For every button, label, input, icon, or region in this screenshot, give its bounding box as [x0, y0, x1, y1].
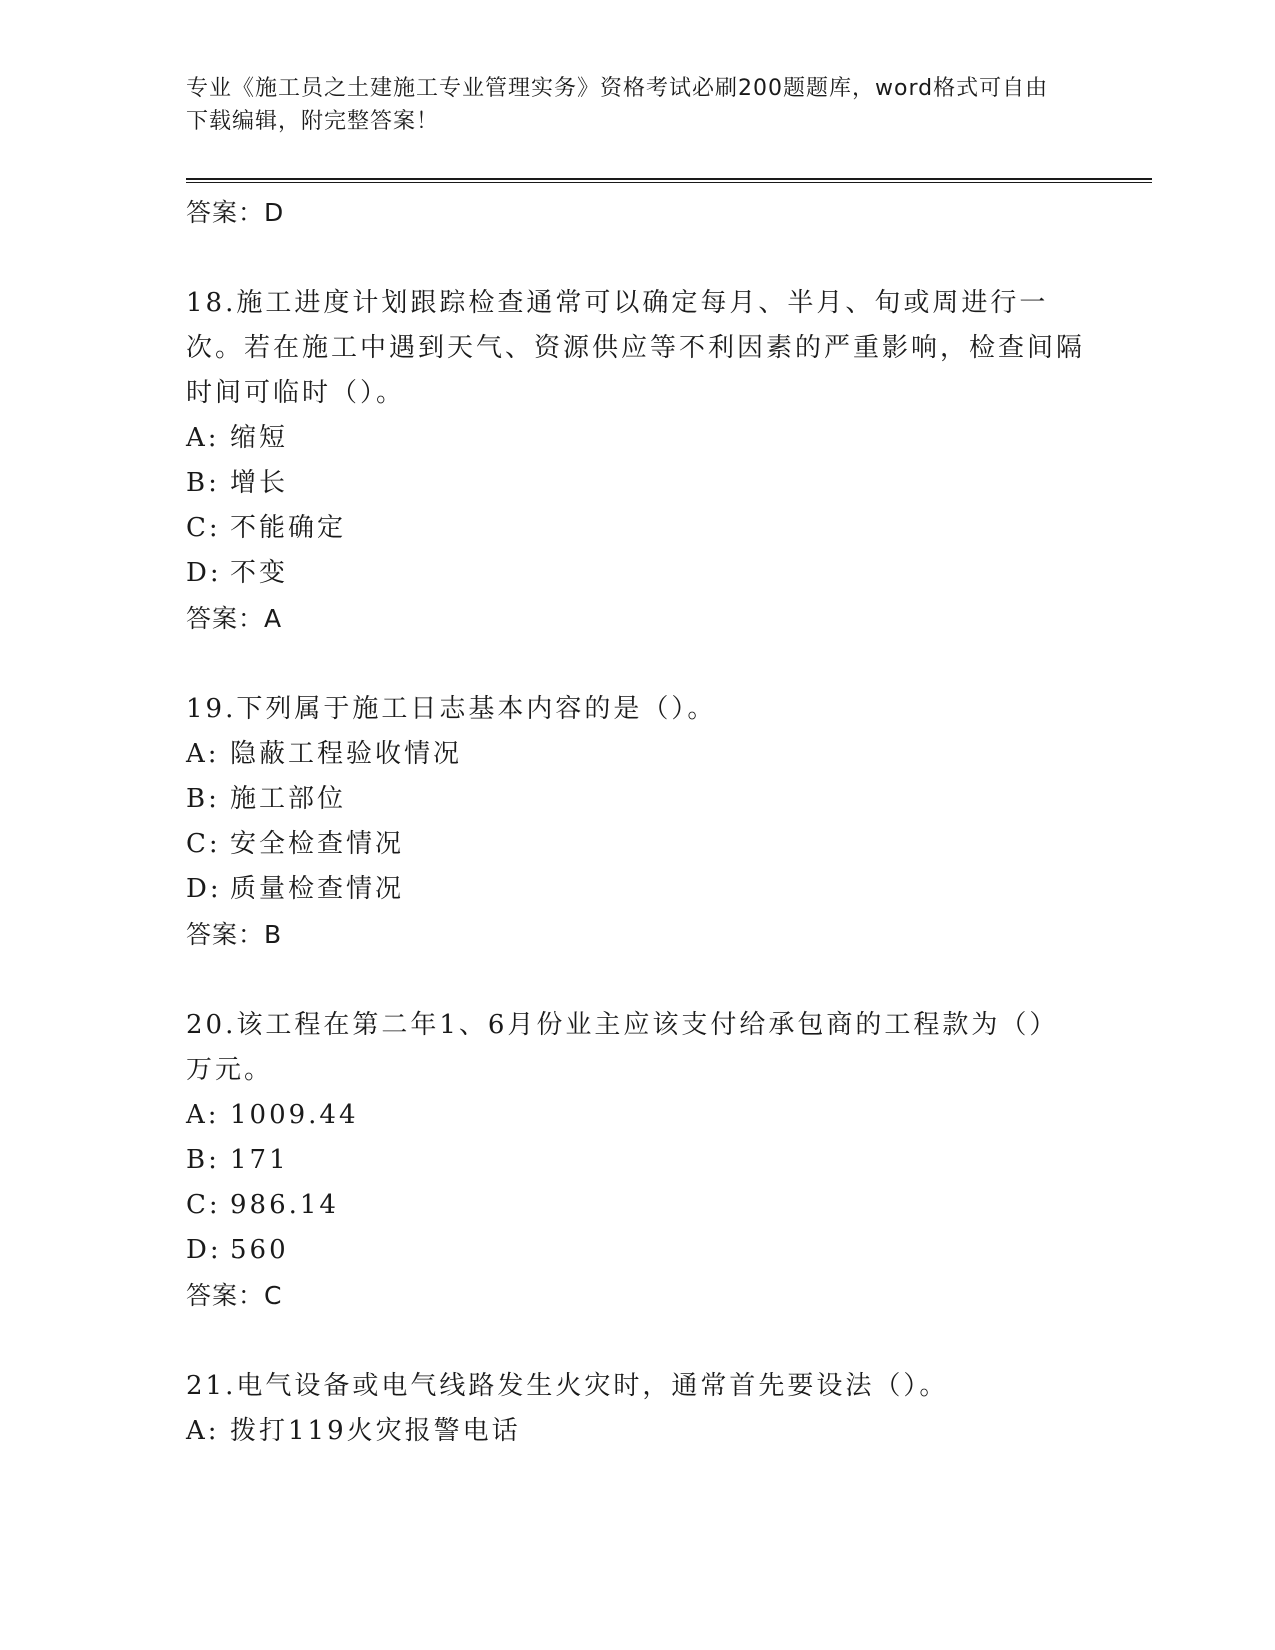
answer-line: 答案：D	[186, 198, 285, 227]
option-text: 增长	[230, 468, 289, 498]
option-letter: D:	[186, 1235, 222, 1265]
option-letter: C:	[186, 513, 221, 543]
option-text: 1009.44	[230, 1100, 359, 1130]
option-letter: A:	[186, 1100, 220, 1130]
option-text: 171	[230, 1145, 289, 1175]
question-text: 20.该工程在第二年1、6月份业主应该支付给承包商的工程款为（）万元。	[186, 1010, 1059, 1085]
option-text: 质量检查情况	[230, 874, 405, 904]
option-d	[186, 1228, 1086, 1273]
option-text: 安全检查情况	[230, 829, 405, 859]
question-18	[186, 281, 1086, 642]
answer-line: 答案：C	[186, 1281, 283, 1310]
option-letter: A:	[186, 739, 220, 769]
option-letter: B:	[186, 1145, 220, 1175]
document-body	[186, 190, 1086, 1454]
option-text: 不能确定	[230, 513, 347, 543]
page-header: 专业《施工员之土建施工专业管理实务》资格考试必刷200题题库，word格式可自由下载编辑，附完整答案！	[186, 76, 1049, 134]
question-text: 18.施工进度计划跟踪检查通常可以确定每月、半月、旬或周进行一次。若在施工中遇到天气、资源供应等不利因素的严重影响，检查间隔时间可临时（）。	[186, 288, 1086, 408]
option-text: 施工部位	[230, 784, 347, 814]
option-a	[186, 416, 1086, 461]
option-c	[186, 1183, 1086, 1228]
option-c	[186, 506, 1086, 551]
option-text: 隐蔽工程验收情况	[230, 739, 463, 769]
option-letter: C:	[186, 829, 221, 859]
option-d	[186, 867, 1086, 912]
option-letter: B:	[186, 468, 220, 498]
option-d	[186, 551, 1086, 596]
question-19	[186, 687, 1086, 958]
option-letter: D:	[186, 558, 222, 588]
option-b	[186, 777, 1086, 822]
option-a	[186, 1409, 1086, 1454]
option-text: 拨打119火灾报警电话	[230, 1416, 521, 1446]
option-a	[186, 1093, 1086, 1138]
question-20	[186, 1003, 1086, 1319]
option-text: 986.14	[230, 1190, 339, 1220]
question-text: 21.电气设备或电气线路发生火灾时，通常首先要设法（）。	[186, 1371, 949, 1401]
question-text: 19.下列属于施工日志基本内容的是（）。	[186, 694, 717, 724]
option-b	[186, 461, 1086, 506]
question-21	[186, 1364, 1086, 1454]
option-c	[186, 822, 1086, 867]
option-text: 560	[230, 1235, 289, 1265]
option-letter: A:	[186, 423, 220, 453]
option-a	[186, 732, 1086, 777]
header-divider	[186, 178, 1152, 183]
option-letter: C:	[186, 1190, 221, 1220]
option-letter: A:	[186, 1416, 220, 1446]
answer-line: 答案：B	[186, 920, 283, 949]
option-text: 不变	[230, 558, 289, 588]
option-text: 缩短	[230, 423, 289, 453]
option-letter: B:	[186, 784, 220, 814]
option-letter: D:	[186, 874, 222, 904]
answer-line: 答案：A	[186, 604, 283, 633]
option-b	[186, 1138, 1086, 1183]
